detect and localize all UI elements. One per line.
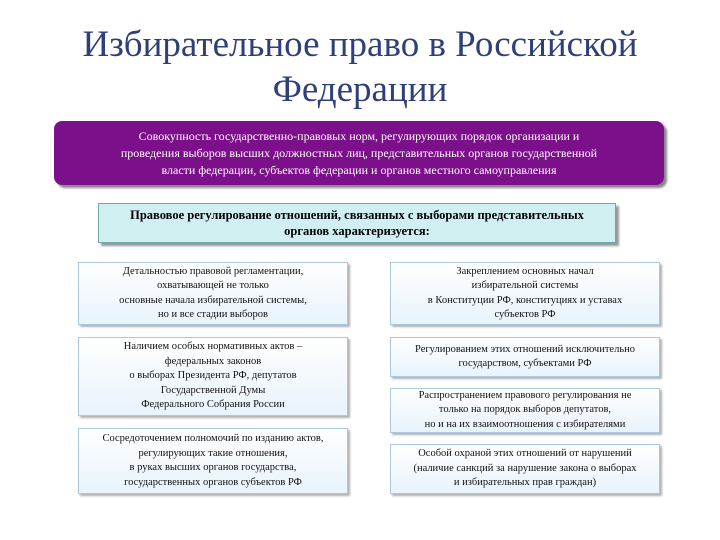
characteristic-concentration-of-powers: [78, 428, 348, 494]
item-line: федеральных законов: [164, 355, 262, 367]
definition-line: проведения выборов высших должностных лиц, представительных органов государственной: [120, 145, 598, 160]
item-line: в Конституции РФ, конституциях и уставах: [427, 294, 623, 306]
characteristic-detail-regulation: [78, 262, 348, 325]
item-line: Федерального Собрания России: [141, 399, 285, 411]
definition-line: Совокупность государственно-правовых норм, регулирующих порядок организации и: [138, 128, 580, 143]
item-line: Сосредоточением полномочий по изданию актов,: [102, 433, 324, 444]
characteristic-scope-extension: [390, 388, 660, 433]
item-line: основные начала избирательной системы,: [119, 294, 307, 306]
regulation-line: органов характеризуется:: [284, 224, 430, 238]
title-line-2: Федерации: [272, 69, 448, 110]
item-line: о выборах Президента РФ, депутатов: [129, 370, 297, 382]
page-title: [40, 22, 680, 112]
definition-line: власти федерации, субъектов федерации и органов местного самоуправления: [161, 162, 557, 177]
item-line: (наличие санкций за нарушение закона о выборах: [413, 462, 637, 474]
item-line: Особой охраной этих отношений от нарушений: [418, 448, 632, 460]
characteristic-constitutional-basis: [390, 262, 660, 325]
characteristic-state-regulation: [390, 337, 660, 377]
item-line: Государственной Думы: [160, 384, 266, 396]
item-line: Детальностью правовой регламентации,: [122, 265, 304, 277]
item-line: Регулированием этих отношений исключительно: [415, 343, 635, 355]
item-line: государством, субъектами РФ: [458, 358, 592, 369]
regulation-heading-box: [98, 203, 616, 243]
item-line: государственных органов субъектов РФ: [124, 476, 302, 488]
characteristic-special-acts: [78, 337, 348, 416]
item-line: но и все стадии выборов: [157, 309, 268, 320]
regulation-line: Правовое регулирование отношений, связанных с выборами представительных: [130, 208, 584, 222]
item-line: но и на их взаимоотношения с избирателями: [424, 418, 626, 430]
item-line: только на порядок выборов депутатов,: [438, 404, 612, 416]
characteristic-special-protection: [390, 444, 660, 494]
item-line: регулирующих такие отношения,: [138, 447, 288, 459]
item-line: субъектов РФ: [494, 309, 556, 320]
item-line: Закреплением основных начал: [456, 265, 594, 277]
item-line: Распространением правового регулирования не: [418, 389, 632, 401]
item-line: избирательной системы: [471, 280, 579, 291]
item-line: в руках высших органов государства,: [129, 462, 297, 473]
title-line-1: Избирательное право в Российской: [82, 24, 638, 65]
definition-box: [54, 121, 664, 185]
item-line: Наличием особых нормативных актов –: [123, 341, 303, 353]
item-line: охватывающей не только: [157, 280, 269, 291]
item-line: и избирательных прав граждан): [453, 477, 597, 489]
